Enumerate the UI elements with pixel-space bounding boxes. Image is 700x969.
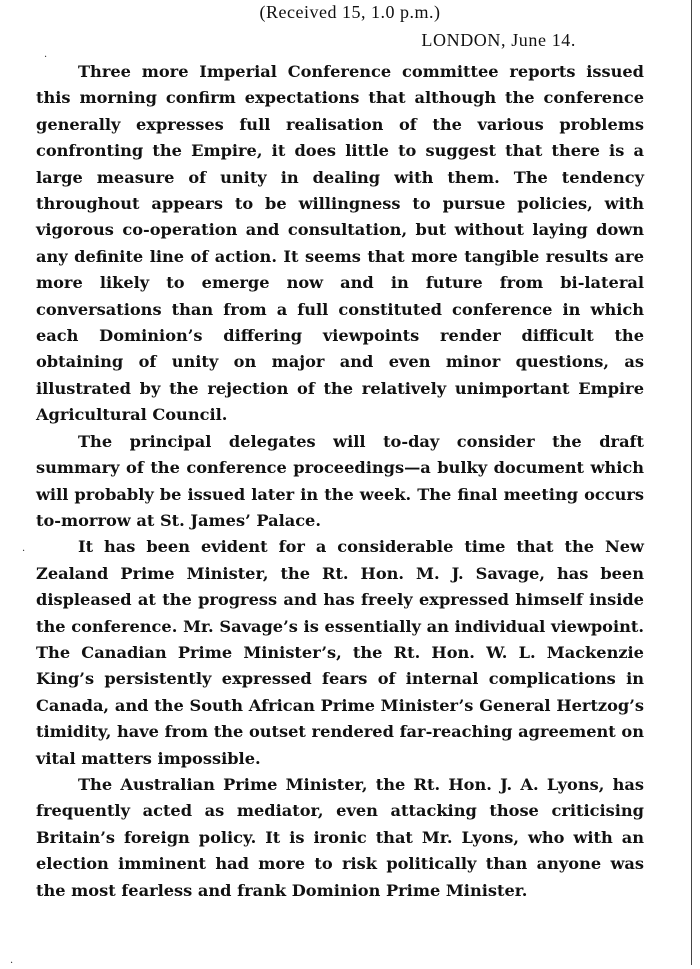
article-paragraph: The Australian Prime Minister, the Rt. Hon. J. A. Lyons, has frequently acted as mediator, even attacking those criticising Britain’s foreign policy. It is ironic that Mr. Lyons, who with an election imminent had more to risk politically than anyone was the most fearless and frank Dominion Prime Minister. [36, 774, 644, 900]
print-speck: · [10, 958, 14, 969]
article-paragraph: Three more Imperial Conference committee reports issued this morning confirm expectations that although the conference generally expresses full realisation of the various problems confronting the Empire, it does little to suggest that there is a large measure of unity in dealing with them. The tendency throughout appears to be willingness to pursue policies, with vigorous co-operation and consultation, but without laying down any definite line of action. It seems that more tangible results are more likely to emerge now and in future from bi-lateral conversations than from a full constituted conference in which each Dominion’s differing viewpoints render difficult the obtaining of unity on major and even minor questions, as illustrated by the rejection of the relatively unimportant Empire Agricultural Council. [36, 62, 644, 425]
print-speck: · [22, 546, 26, 557]
article-paragraph: It has been evident for a considerable time that the New Zealand Prime Minister, the Rt. Hon. M. J. Savage, has been displeased at the progress and has freely expressed himself inside the conference. Mr. Savage’s is essentially an individual viewpoint. The Canadian Prime Minister’s, the Rt. Hon. W. L. Mackenzie King’s persistently expressed fears of internal complications in Canada, and the South African Prime Minister’s General Hertzog’s timidity, have from the outset rendered far-reaching agreement on vital matters impossible. [36, 537, 644, 768]
article-paragraph: The principal delegates will to-day consider the draft summary of the conference proceedings—a bulky document which will probably be issued later in the week. The final meeting occurs to-morrow at St. James’ Palace. [36, 431, 644, 530]
dateline: LONDON, June 14. [421, 30, 576, 50]
column-rule [691, 0, 692, 965]
article-body [36, 59, 644, 904]
print-speck: · [44, 52, 48, 63]
received-timestamp: (Received 15, 1.0 p.m.) [259, 2, 441, 22]
